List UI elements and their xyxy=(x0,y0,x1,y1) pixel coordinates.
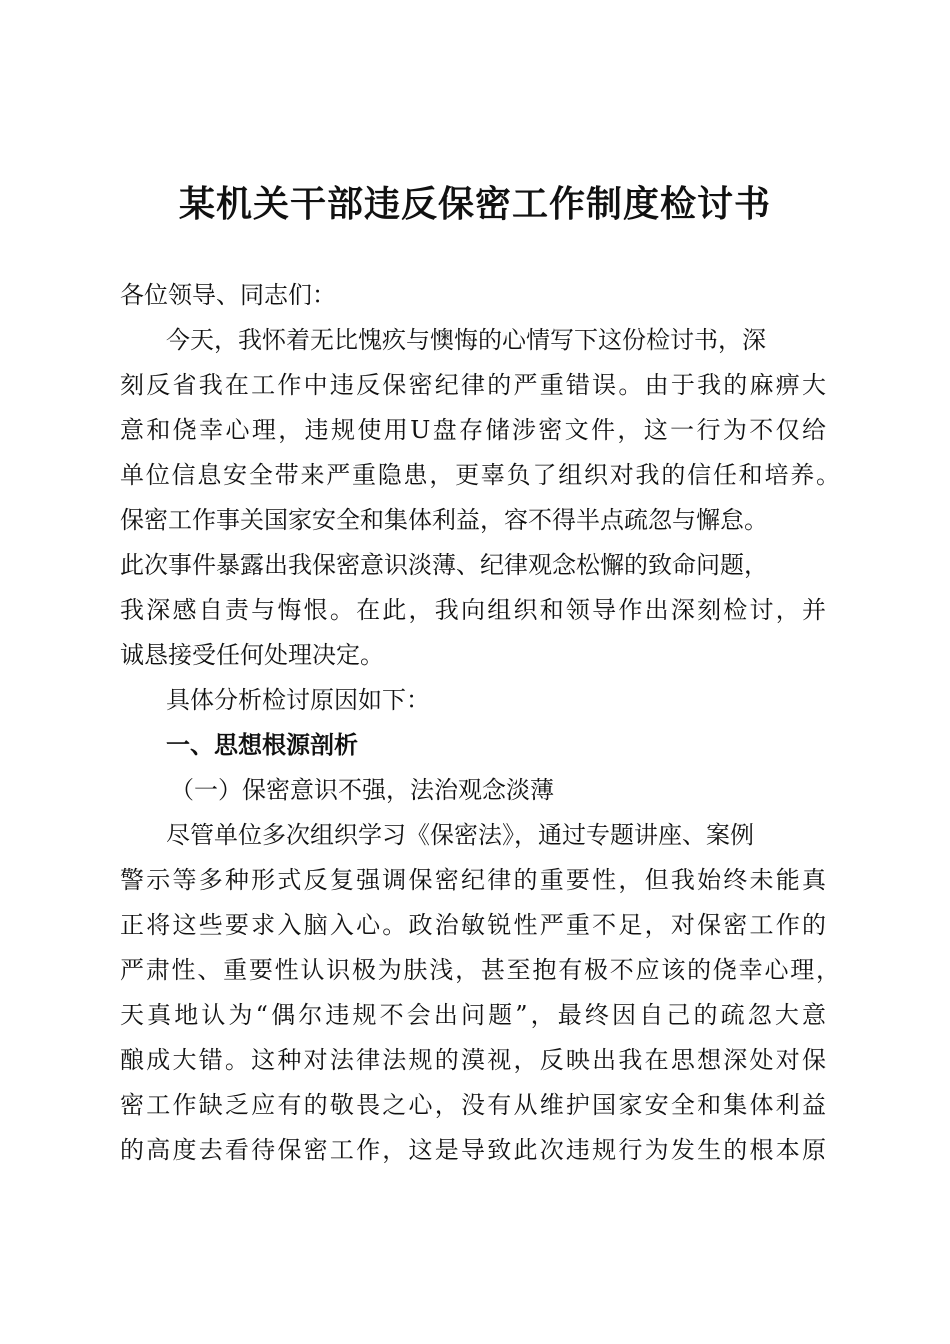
paragraph-line: 密工作缺乏应有的敬畏之心，没有从维护国家安全和集体利益 xyxy=(120,1091,826,1119)
paragraph-line: 正将这些要求入脑入心。政治敏锐性严重不足，对保密工作的 xyxy=(120,911,826,939)
document-title: 某机关干部违反保密工作制度检讨书 xyxy=(178,183,771,225)
section-heading: 一、思想根源剖析 xyxy=(166,731,358,759)
salutation: 各位领导、同志们： xyxy=(120,281,336,309)
paragraph-line: 单位信息安全带来严重隐患，更辜负了组织对我的信任和培养。 xyxy=(120,461,840,489)
paragraph-line: 酿成大错。这种对法律法规的漠视，反映出我在思想深处对保 xyxy=(120,1046,826,1074)
paragraph-line: 刻反省我在工作中违反保密纪律的严重错误。由于我的麻痹大 xyxy=(120,371,826,399)
paragraph-line: 诚恳接受任何处理决定。 xyxy=(120,641,384,669)
paragraph-line: 意和侥幸心理，违规使用U盘存储涉密文件，这一行为不仅给 xyxy=(120,416,826,444)
paragraph-line: 天真地认为“偶尔违规不会出问题”，最终因自己的疏忽大意 xyxy=(120,1001,826,1029)
paragraph-line: 此次事件暴露出我保密意识淡薄、纪律观念松懈的致命问题， xyxy=(120,551,768,579)
paragraph-line: 我深感自责与悔恨。在此，我向组织和领导作出深刻检讨，并 xyxy=(120,596,826,624)
paragraph-line: 保密工作事关国家安全和集体利益，容不得半点疏忽与懈怠。 xyxy=(120,506,768,534)
paragraph-line: 警示等多种形式反复强调保密纪律的重要性，但我始终未能真 xyxy=(120,866,826,894)
intro-line: 具体分析检讨原因如下： xyxy=(166,686,430,714)
paragraph-line: 的高度去看待保密工作，这是导致此次违规行为发生的根本原 xyxy=(120,1136,826,1164)
paragraph-line: 尽管单位多次组织学习《保密法》，通过专题讲座、案例 xyxy=(166,821,754,849)
paragraph-line: 今天，我怀着无比愧疚与懊悔的心情写下这份检讨书，深 xyxy=(166,326,766,354)
subsection-heading: （一）保密意识不强，法治观念淡薄 xyxy=(170,776,554,804)
paragraph-line: 严肃性、重要性认识极为肤浅，甚至抱有极不应该的侥幸心理， xyxy=(120,956,840,984)
